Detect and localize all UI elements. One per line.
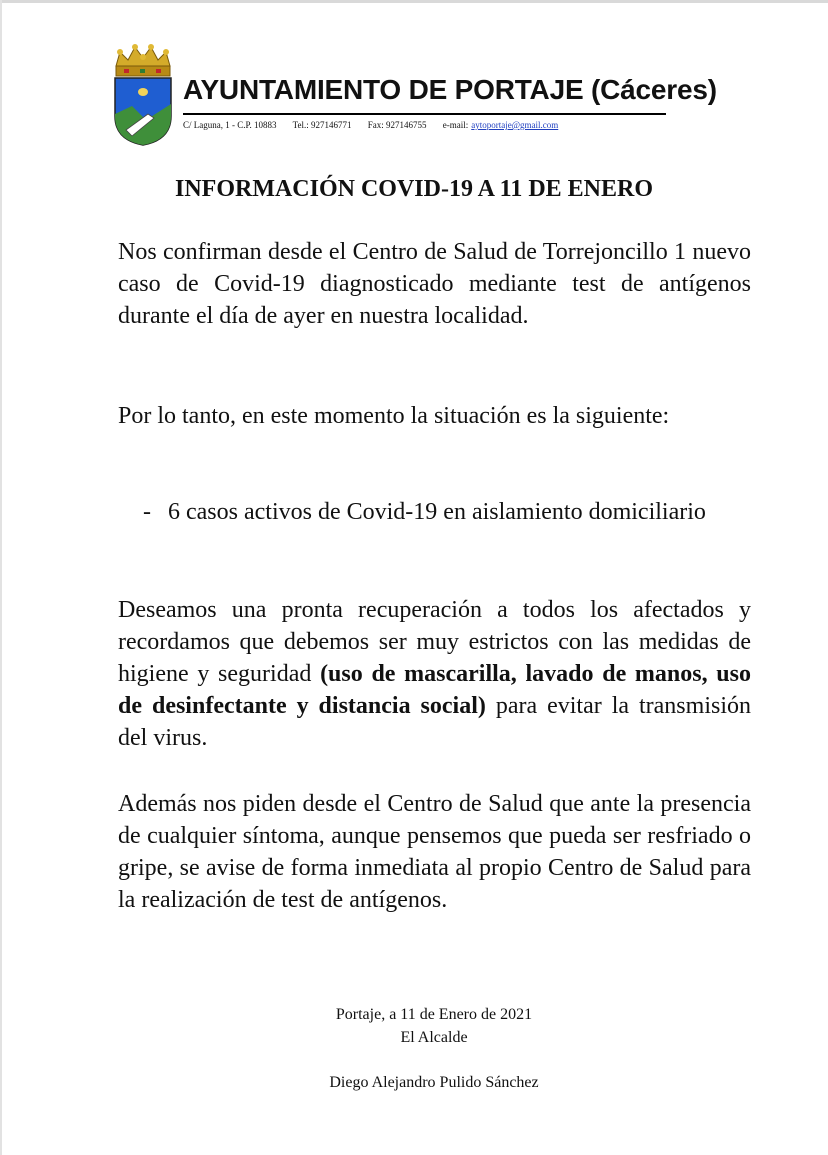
recommendations-text-end: para evitar la transmisión del virus.	[118, 693, 751, 751]
paragraph-new-case: Nos confirman desde el Centro de Salud de Torrejoncillo 1 nuevo caso de Covid-19 diagnosticado mediante test de antígenos durante el día de ayer en nuestra localidad.	[118, 239, 751, 329]
header-divider	[183, 113, 666, 115]
phone-text: Tel.: 927146771	[292, 120, 352, 130]
signature-place-date: Portaje, a 11 de Enero de 2021	[335, 1006, 533, 1023]
address-text: C/ Laguna, 1 - C.P. 10883	[183, 120, 277, 130]
email-label: e-mail:	[442, 120, 469, 130]
page-border-top	[0, 0, 828, 3]
document-title: INFORMACIÓN COVID-19 A 11 DE ENERO	[174, 176, 654, 202]
bullet-dash: -	[143, 499, 151, 525]
paragraph-recommendations	[118, 594, 751, 754]
signature-role: El Alcalde	[400, 1029, 468, 1046]
fax-text: Fax: 927146755	[367, 120, 427, 130]
municipality-name: AYUNTAMIENTO DE PORTAJE (Cáceres)	[183, 74, 717, 105]
paragraph-symptoms-notice: Además nos piden desde el Centro de Salud que ante la presencia de cualquier síntoma, aunque pensemos que pueda ser resfriado o gripe, se avise de forma inmediata al propio Centro de Salud para la realización de test de antígenos.	[118, 791, 751, 913]
hygiene-measures-text: (uso de mascarilla, lavado de manos, uso de desinfectante y distancia social)	[118, 661, 751, 719]
list-item-active-cases	[118, 496, 751, 528]
contact-line	[183, 120, 673, 130]
active-cases-text: 6 casos activos de Covid-19 en aislamiento domiciliario	[168, 499, 706, 525]
paragraph-current-situation: Por lo tanto, en este momento la situación es la siguiente:	[118, 403, 670, 429]
signature-name: Diego Alejandro Pulido Sánchez	[329, 1074, 539, 1091]
email-link[interactable]: aytoportaje@gmail.com	[471, 120, 559, 130]
municipal-crest-icon	[112, 44, 174, 148]
recommendations-text-start: Deseamos una pronta recuperación a todos los afectados y recordamos que debemos ser muy estrictos con las medidas de higiene y seguridad	[118, 597, 751, 687]
